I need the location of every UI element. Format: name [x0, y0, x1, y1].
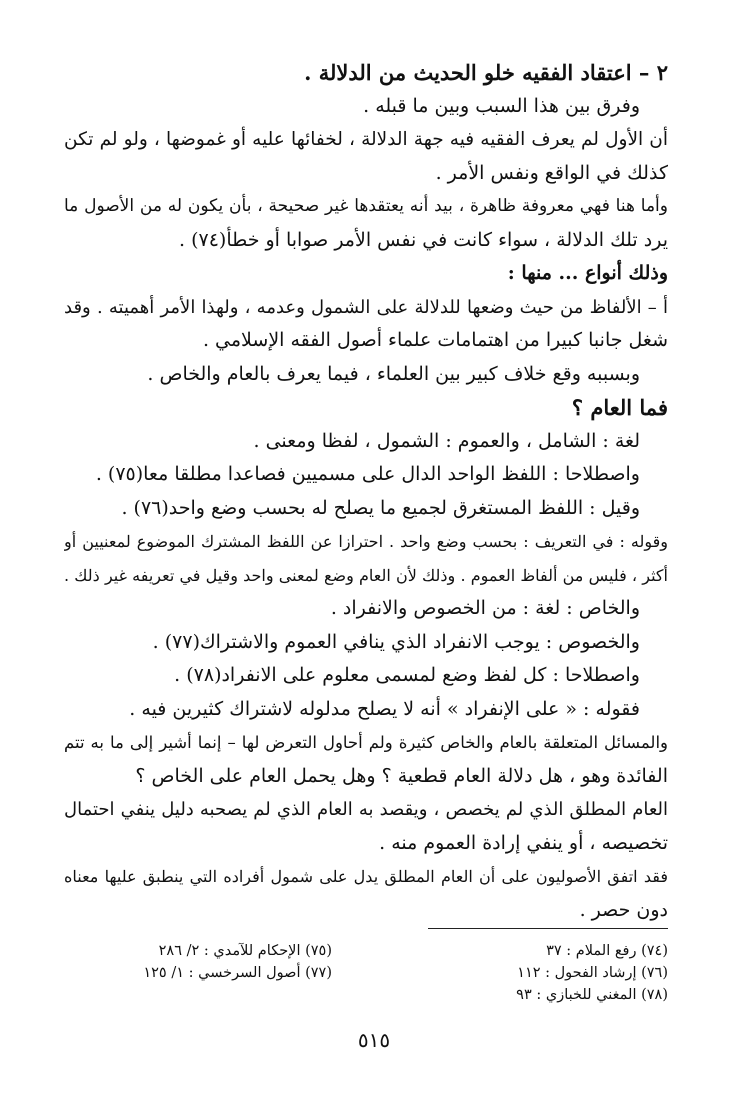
footnotes-right-column — [338, 940, 668, 1006]
footnote: (٧٦) إرشاد الفحول : ١١٢ — [517, 965, 668, 981]
footnote: (٧٧) أصول السرخسي : ١/ ١٢٥ — [143, 965, 332, 981]
text-line: والخاص : لغة : من الخصوص والانفراد . — [330, 597, 640, 619]
footnote: (٧٥) الإحكام للآمدي : ٢/ ٢٨٦ — [158, 943, 332, 959]
subheading: فما العام ؟ — [571, 395, 668, 420]
page-number: ٥١٥ — [357, 1028, 391, 1052]
footnote-divider — [428, 928, 668, 929]
text-line: وقوله : في التعريف : بحسب وضع واحد . احترازا عن اللفظ المشترك الموضوع لمعنيين أو — [64, 532, 668, 551]
section-heading: ٢ – اعتقاد الفقيه خلو الحديث من الدلالة . — [304, 60, 668, 85]
text-line: والخصوص : يوجب الانفراد الذي ينافي العموم والاشتراك(٧٧) . — [152, 630, 640, 653]
text-line: واصطلاحا : اللفظ الواحد الدال على مسميين فصاعدا مطلقا معا(٧٥) . — [95, 463, 640, 485]
text-line: وقيل : اللفظ المستغرق لجميع ما يصلح له بحسب وضع واحد(٧٦) . — [121, 496, 640, 519]
footnotes-left-column — [82, 940, 332, 984]
text-line: وبسببه وقع خلاف كبير بين العلماء ، فيما يعرف بالعام والخاص . — [147, 362, 640, 385]
subheading: وذلك أنواع ... منها : — [507, 262, 668, 284]
text-line: تخصيصه ، أو ينفي إرادة العموم منه . — [379, 831, 668, 854]
text-line: وأما هنا فهي معروفة ظاهرة ، بيد أنه يعتقدها غير صحيحة ، بأن يكون له من الأصول ما — [64, 196, 668, 216]
footnote: (٧٤) رفع الملام : ٣٧ — [546, 943, 668, 959]
text-line: أ – الألفاظ من حيث وضعها للدلالة على الشمول وعدمه ، ولهذا الأمر أهميته . وقد — [64, 296, 668, 318]
text-line: أن الأول لم يعرف الفقيه فيه جهة الدلالة ، لخفائها عليه أو غموضها ، ولو لم تكن — [64, 129, 668, 150]
text-line: والمسائل المتعلقة بالعام والخاص كثيرة ولم أحاول التعرض لها – إنما أشير إلى ما به تتم — [64, 733, 668, 752]
main-text — [64, 56, 668, 927]
text-line: فقد اتفق الأصوليون على أن العام المطلق يدل على شمول أفراده التي ينطبق عليها معناه — [64, 867, 668, 886]
text-line: لغة : الشامل ، والعموم : الشمول ، لفظا ومعنى . — [253, 429, 640, 452]
text-line: كذلك في الواقع ونفس الأمر . — [435, 161, 668, 184]
text-line: فقوله : « على الإنفراد » أنه لا يصلح مدلوله لاشتراك كثيرين فيه . — [129, 697, 640, 720]
text-line: شغل جانبا كبيرا من اهتمامات علماء أصول الفقه الإسلامي . — [202, 329, 668, 351]
text-line: أكثر ، فليس من ألفاظ العموم . وذلك لأن العام وضع لمعنى واحد وقيل في تعريفه غير ذلك . — [64, 565, 668, 585]
text-line: وفرق بين هذا السبب وبين ما قبله . — [363, 94, 640, 117]
text-line: العام المطلق الذي لم يخصص ، ويقصد به العام الذي لم يصحبه دليل ينفي احتمال — [64, 799, 668, 820]
text-line: دون حصر . — [579, 898, 668, 921]
text-line: يرد تلك الدلالة ، سواء كانت في نفس الأمر صوابا أو خطأ(٧٤) . — [178, 228, 668, 251]
footnote: (٧٨) المغني للخبازي : ٩٣ — [516, 987, 668, 1003]
text-line: الفائدة وهو ، هل دلالة العام قطعية ؟ وهل يحمل العام على الخاص ؟ — [135, 764, 668, 787]
text-line: واصطلاحا : كل لفظ وضع لمسمى معلوم على الانفراد(٧٨) . — [174, 664, 640, 686]
